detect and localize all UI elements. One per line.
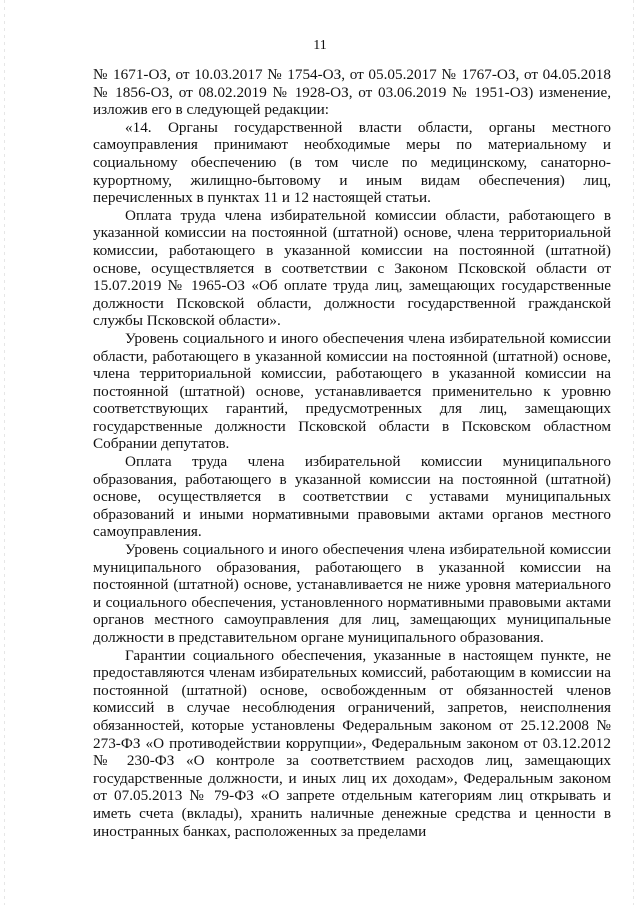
paragraph-social-support-regional: Уровень социального и иного обеспечения члена избирательной комиссии области, работающего в указанной комиссии на постоянной (штатной) основе, члена территориальной комиссии, работающего в указанной комиссии на постоянной (штатной) основе, устанавливается применительно к уровню соответствующих гарантий, предусмотренных для лиц, замещающих государственные должности Псковской области в Псковском областном Собрании депутатов. xyxy=(93,329,611,453)
paragraph-remuneration-municipal: Оплата труда члена избирательной комиссии муниципального образования, работающего в указанной комиссии на постоянной (штатной) основе, осуществляется в соответствии с уставами муниципальных образований и иными нормативными правовыми актами органов местного самоуправления. xyxy=(93,453,611,541)
paragraph-item-14: «14. Органы государственной власти области, органы местного самоуправления принимают необходимые меры по материальному и социальному обеспечению (в том числе по медицинскому, санаторно-курортному, жилищно-бытовому и иным видам обеспечения) лиц, перечисленных в пунктах 11 и 12 настоящей статьи. xyxy=(93,118,611,207)
document-body xyxy=(93,66,611,840)
paragraph-social-support-municipal: Уровень социального и иного обеспечения члена избирательной комиссии муниципального образования, работающего в указанной комиссии на постоянной (штатной) основе, устанавливается не ниже уровня материального и социального обеспечения, установленного нормативными правовыми актами органов местного самоуправления для лиц, замещающих муниципальные должности в представительном органе муниципального образования. xyxy=(93,541,611,646)
paragraph-continuation: № 1671-ОЗ, от 10.03.2017 № 1754-ОЗ, от 05.05.2017 № 1767-ОЗ, от 04.05.2018 № 1856-ОЗ, от 08.02.2019 № 1928-ОЗ, от 03.06.2019 № 1951-ОЗ) изменение, изложив его в следующей редакции: xyxy=(93,66,611,119)
scan-edge-right xyxy=(633,0,634,905)
paragraph-guarantees-exclusion: Гарантии социального обеспечения, указанные в настоящем пункте, не предоставляются членам избирательных комиссий, работающим в комиссии на постоянной (штатной) основе, освобожденным от обязанностей членов комиссий в случае несоблюдения ограничений, запретов, неисполнения обязанностей, которые установлены Федеральным законом от 25.12.2008 № 273-ФЗ «О противодействии коррупции», Федеральным законом от 03.12.2012 № 230-ФЗ «О контроле за соответствием расходов лиц, замещающих государственные должности, и иных лиц их доходам», Федеральным законом от 07.05.2013 № 79-ФЗ «О запрете отдельным категориям лиц открывать и иметь счета (вклады), хранить наличные денежные средства и ценности в иностранных банках, расположенных за пределами xyxy=(93,646,611,840)
page-number: 11 xyxy=(313,38,327,53)
paragraph-remuneration-regional: Оплата труда члена избирательной комиссии области, работающего в указанной комиссии на постоянной (штатной) основе, члена территориальной комиссии, работающего в указанной комиссии на постоянной (штатной) основе, осуществляется в соответствии с Законом Псковской области от 15.07.2019 № 1965-ОЗ «Об оплате труда лиц, замещающих государственные должности Псковской области, должности государственной гражданской службы Псковской области». xyxy=(93,206,611,330)
scan-edge-left xyxy=(4,0,5,905)
